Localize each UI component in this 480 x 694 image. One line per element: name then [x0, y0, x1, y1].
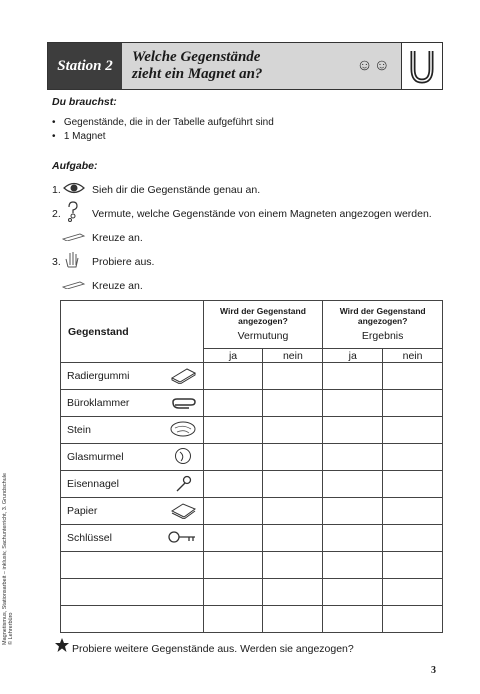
eye-icon [62, 180, 86, 196]
checkbox-cell[interactable] [323, 498, 383, 525]
checkbox-cell[interactable] [383, 444, 443, 471]
item-label: Büroklammer [67, 397, 130, 409]
item-label: Papier [67, 505, 98, 517]
empty-item-cell[interactable] [61, 606, 204, 633]
checkbox-cell[interactable] [263, 471, 323, 498]
extra-task-text: Probiere weitere Gegenstände aus. Werden sie angezogen? [72, 643, 354, 655]
checkbox-cell[interactable] [203, 525, 263, 552]
key-icon [167, 528, 197, 546]
thinking-icon [64, 201, 82, 223]
hand-icon [64, 251, 80, 269]
materials-heading: Du brauchst: [52, 96, 117, 108]
checkbox-cell[interactable] [383, 552, 443, 579]
task-heading: Aufgabe: [52, 160, 98, 172]
materials-item: • 1 Magnet [52, 131, 106, 142]
checkbox-cell[interactable] [263, 444, 323, 471]
step-number: 1. [52, 184, 61, 196]
pencil-icon [62, 233, 86, 241]
step-text: Sieh dir die Gegenstände genau an. [92, 184, 261, 196]
step-text: Kreuze an. [92, 280, 143, 292]
col-header-item: Gegenstand [61, 301, 204, 363]
checkbox-cell[interactable] [203, 552, 263, 579]
table-row [61, 390, 443, 417]
step-number: 3. [52, 256, 61, 268]
checkbox-cell[interactable] [383, 471, 443, 498]
checkbox-cell[interactable] [323, 525, 383, 552]
station-header [47, 42, 443, 90]
table-row [61, 579, 443, 606]
col-ja: ja [203, 349, 263, 363]
checkbox-cell[interactable] [263, 579, 323, 606]
table-row [61, 363, 443, 390]
checkbox-cell[interactable] [383, 417, 443, 444]
checkbox-cell[interactable] [323, 390, 383, 417]
step-text: Kreuze an. [92, 232, 143, 244]
checkbox-cell[interactable] [263, 363, 323, 390]
star-icon [54, 637, 70, 653]
title-line-1: Welche Gegenstände [132, 49, 261, 65]
item-label: Eisennagel [67, 478, 119, 490]
empty-item-cell[interactable] [61, 579, 204, 606]
table-row [61, 417, 443, 444]
checkbox-cell[interactable] [323, 579, 383, 606]
results-table [60, 300, 443, 633]
checkbox-cell[interactable] [203, 417, 263, 444]
page-number: 3 [431, 665, 436, 676]
nail-icon [169, 474, 197, 492]
checkbox-cell[interactable] [203, 444, 263, 471]
col-nein: nein [263, 349, 323, 363]
side-credits: Magnetismus, Stationsarbeit – inklusiv, Sachunterricht, 3. Grundschule © Lehrerbüro [2, 472, 14, 645]
checkbox-cell[interactable] [263, 390, 323, 417]
step-text: Probiere aus. [92, 256, 155, 268]
col-header-ergebnis: Wird der Gegenstand angezogen? Ergebnis [323, 301, 443, 349]
station-title [122, 43, 401, 89]
table-row [61, 606, 443, 633]
marble-icon [169, 447, 197, 465]
checkbox-cell[interactable] [203, 363, 263, 390]
step-number: 2. [52, 208, 61, 220]
smiley-icons: ☺☺ [356, 57, 391, 74]
step-text: Vermute, welche Gegenstände von einem Magneten angezogen werden. [92, 208, 432, 220]
empty-item-cell[interactable] [61, 552, 204, 579]
table-row [61, 471, 443, 498]
checkbox-cell[interactable] [263, 498, 323, 525]
checkbox-cell[interactable] [323, 471, 383, 498]
materials-item: • Gegenstände, die in der Tabelle aufgeführt sind [52, 117, 274, 128]
checkbox-cell[interactable] [203, 471, 263, 498]
checkbox-cell[interactable] [323, 606, 383, 633]
col-header-vermutung: Wird der Gegenstand angezogen? Vermutung [203, 301, 323, 349]
checkbox-cell[interactable] [203, 579, 263, 606]
checkbox-cell[interactable] [383, 363, 443, 390]
col-nein: nein [383, 349, 443, 363]
checkbox-cell[interactable] [323, 363, 383, 390]
checkbox-cell[interactable] [203, 390, 263, 417]
checkbox-cell[interactable] [323, 417, 383, 444]
table-row [61, 525, 443, 552]
checkbox-cell[interactable] [383, 525, 443, 552]
checkbox-cell[interactable] [383, 390, 443, 417]
paperclip-icon [169, 393, 197, 411]
checkbox-cell[interactable] [203, 498, 263, 525]
item-label: Radiergummi [67, 370, 130, 382]
checkbox-cell[interactable] [383, 498, 443, 525]
checkbox-cell[interactable] [383, 606, 443, 633]
item-label: Stein [67, 424, 91, 436]
table-row [61, 552, 443, 579]
checkbox-cell[interactable] [263, 417, 323, 444]
checkbox-cell[interactable] [203, 606, 263, 633]
pencil-icon [62, 281, 86, 289]
eraser-icon [169, 366, 197, 384]
stone-icon [169, 420, 197, 438]
item-label: Schlüssel [67, 532, 112, 544]
checkbox-cell[interactable] [263, 606, 323, 633]
checkbox-cell[interactable] [263, 552, 323, 579]
checkbox-cell[interactable] [323, 444, 383, 471]
title-line-2: zieht ein Magnet an? [132, 66, 263, 82]
checkbox-cell[interactable] [323, 552, 383, 579]
col-ja: ja [323, 349, 383, 363]
item-label: Glasmurmel [67, 451, 124, 463]
station-label: Station 2 [48, 43, 122, 89]
checkbox-cell[interactable] [383, 579, 443, 606]
table-row [61, 498, 443, 525]
table-row [61, 444, 443, 471]
checkbox-cell[interactable] [263, 525, 323, 552]
paper-icon [169, 501, 197, 519]
magnet-icon [401, 43, 442, 89]
